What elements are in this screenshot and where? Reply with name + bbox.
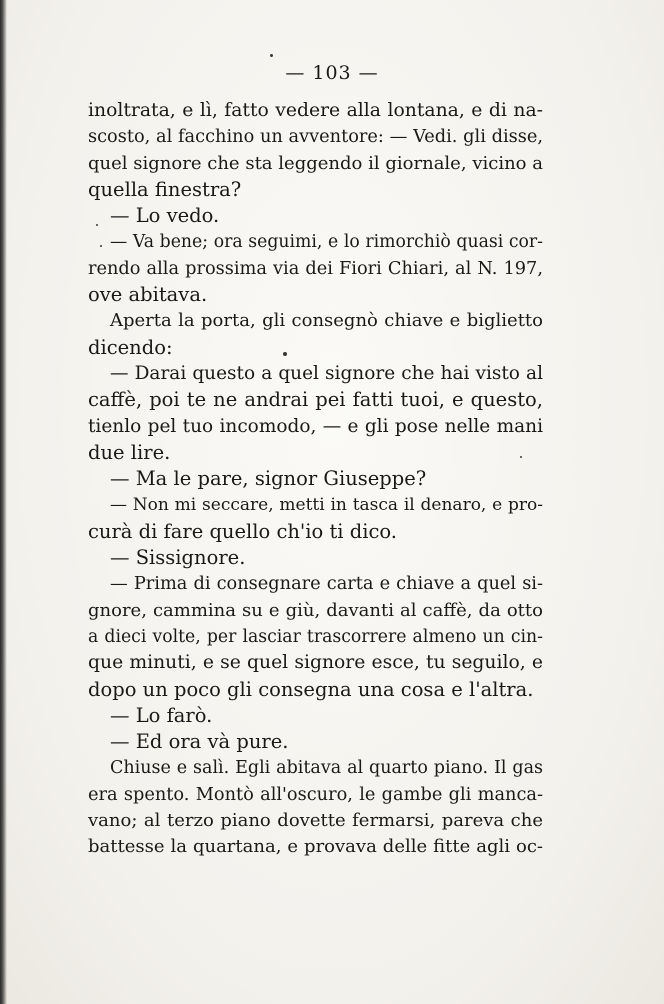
page-number: — 103 — [285,62,379,84]
text-line: scosto, al facchino un avventore: — Vedi. gli disse, [88,127,543,148]
text-line: tienlo pel tuo incomodo, — e gli pose nelle mani [88,415,543,437]
text-line: — Lo farò. [110,703,213,727]
text-line: — Prima di consegnare carta e chiave a quel si- [110,574,543,595]
text-line: vano; al terzo piano dovette fermarsi, pareva che [88,810,543,832]
text-line: dicendo: [88,335,173,359]
text-line: ove abitava. [88,283,208,307]
text-line: quel signore che sta leggendo il giornale, vicino a [88,152,543,174]
text-line: battesse la quartana, e provava delle fitte agli oc- [88,836,543,858]
text-line: — Va bene; ora seguimi, e lo rimorchiò quasi cor- [110,232,543,253]
text-line: a dieci volte, per lasciar trascorrere almeno un cin- [88,626,543,647]
text-line: que minuti, e se quel signore esce, tu seguilo, e [88,652,543,674]
text-line: — Ma le pare, signor Giuseppe? [110,467,427,491]
text-line: — Non mi seccare, metti in tasca il denaro, e pro- [110,495,543,516]
text-line: due lire. [88,440,171,464]
text-line: curà di fare quello ch'io ti dico. [88,519,397,543]
text-line: — Sissignore. [110,546,246,570]
text-line: gnore, cammina su e giù, davanti al caffè, da otto [88,599,543,621]
text-line: inoltrata, e lì, fatto vedere alla lontana, e di na- [88,100,543,121]
text-line: — Ed ora và pure. [110,730,289,754]
text-line: era spento. Montò all'oscuro, le gambe gli mancа- [88,784,543,805]
text-line: caffè, poi te ne andrai pei fatti tuoi, e questo, [88,388,543,412]
page-binding-edge [0,0,7,1004]
text-line: — Darai questo a quel signore che hai visto al [110,362,543,384]
text-line: dopo un poco gli consegna una cosa e l'altra. [88,677,534,701]
text-line: Aperta la porta, gli consegnò chiave e biglietto [110,310,543,332]
text-line: Chiuse e salì. Egli abitava al quarto piano. Il gas [110,758,543,779]
body-text [88,98,543,861]
paper-speck [270,54,273,57]
text-line: rendo alla prossima via dei Fiori Chiari, al N. 197, [88,258,543,279]
text-line: — Lo vedo. [110,204,220,228]
text-line: quella finestra? [88,177,242,201]
